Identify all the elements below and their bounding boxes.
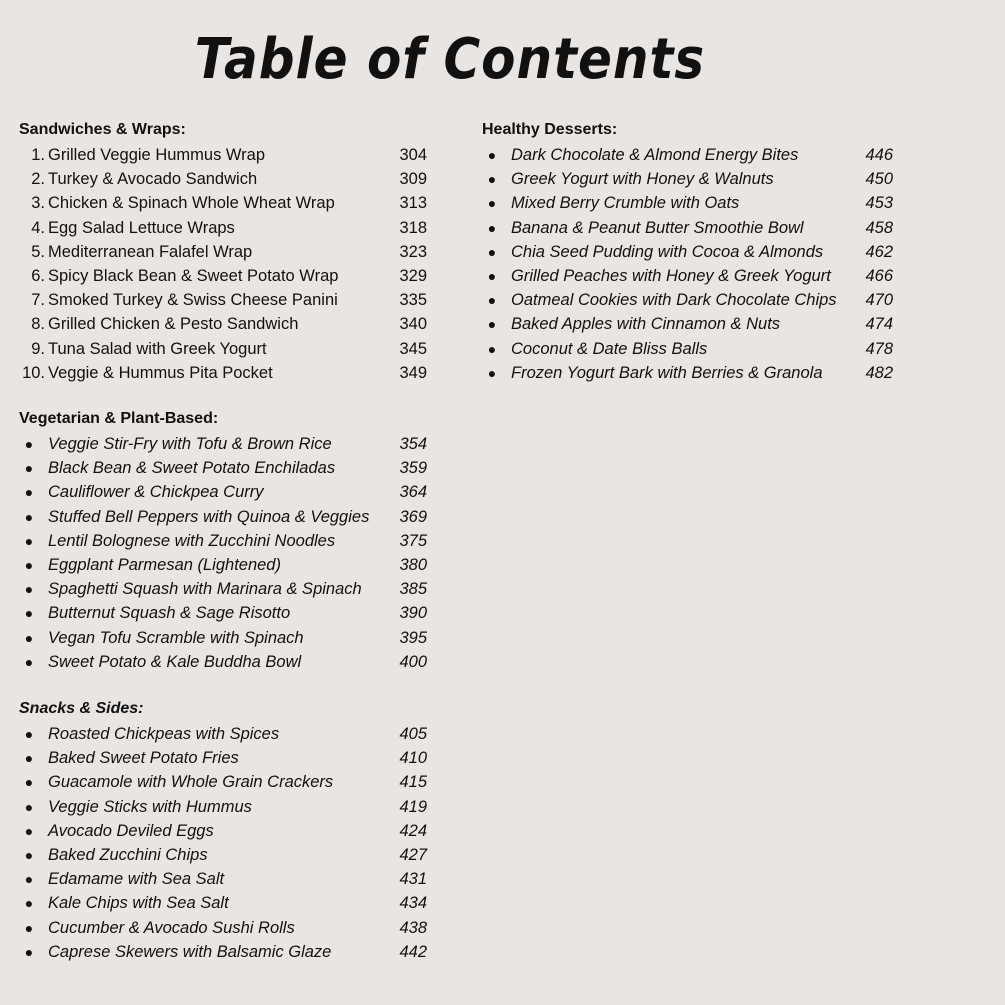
page-number: 434 [399,894,427,913]
toc-entry [19,167,439,191]
page-number: 359 [399,459,427,478]
entry-title: Grilled Veggie Hummus Wrap [48,146,266,164]
toc-entry [19,819,439,843]
entry-title: Greek Yogurt with Honey & Walnuts [511,170,774,189]
toc-entry [19,940,439,964]
toc-entry [19,577,439,601]
page-number: 462 [865,242,893,261]
toc-entry [19,795,439,819]
toc-entry [482,312,902,336]
toc-entry [482,361,902,385]
entry-title: Veggie Stir-Fry with Tofu & Brown Rice [48,435,332,453]
bullet-icon: ● [24,532,34,549]
page-number: 385 [399,580,427,599]
page-number: 369 [399,507,427,526]
bullet-icon: ● [24,581,34,598]
toc-entry [482,216,902,240]
page-number: 458 [865,218,893,237]
bullet-icon: ● [487,243,497,260]
toc-entry [19,337,439,361]
page-number: 329 [399,266,427,285]
page-number: 390 [399,604,427,623]
page-number: 354 [399,435,427,453]
toc-entry [19,867,439,891]
page-number: 313 [399,194,427,213]
entry-title: Baked Sweet Potato Fries [48,749,239,768]
page-number: 410 [399,749,427,768]
toc-entry [19,456,439,480]
page-number: 309 [399,170,427,189]
section-snacks-sides [19,697,439,964]
bullet-icon: ● [24,943,34,960]
page-number: 323 [399,242,427,261]
bullet-icon: ● [24,895,34,912]
page-number: 482 [865,363,893,382]
entry-title: Eggplant Parmesan (Lightened) [48,555,281,574]
item-number: 10. [22,363,45,382]
entry-title: Mixed Berry Crumble with Oats [511,194,740,213]
bulleted-list [482,143,902,385]
bullet-icon: ● [24,436,34,452]
toc-entry [19,432,439,456]
page-number: 340 [399,315,427,334]
section-title: Sandwiches & Wraps: [19,121,186,138]
toc-entry [19,601,439,625]
entry-title: Edamame with Sea Salt [48,870,225,889]
bullet-icon: ● [24,726,34,742]
bullet-icon: ● [24,460,34,477]
toc-entry [19,361,439,385]
toc-entry [482,191,902,215]
entry-title: Mediterranean Falafel Wrap [48,242,253,261]
item-number: 5. [31,242,45,261]
item-number: 2. [31,170,45,189]
bullet-icon: ● [24,484,34,501]
entry-title: Spaghetti Squash with Marinara & Spinach [48,580,362,599]
entry-title: Sweet Potato & Kale Buddha Bowl [48,652,302,671]
toc-entry [19,770,439,794]
bullet-icon: ● [24,846,34,863]
section-title: Vegetarian & Plant-Based: [19,410,219,427]
toc-entry [482,337,902,361]
toc-entry [482,167,902,191]
entry-title: Guacamole with Whole Grain Crackers [48,773,334,792]
entry-title: Chicken & Spinach Whole Wheat Wrap [48,194,335,213]
page-number: 345 [399,339,427,358]
entry-title: Stuffed Bell Peppers with Quinoa & Veggies [48,507,370,526]
entry-title: Frozen Yogurt Bark with Berries & Granola [511,363,823,382]
entry-title: Coconut & Date Bliss Balls [511,339,708,358]
bullet-icon: ● [487,267,497,284]
page-number: 364 [399,483,427,502]
page-number: 446 [865,146,893,164]
page-number: 478 [865,339,893,358]
entry-title: Black Bean & Sweet Potato Enchiladas [48,459,336,478]
page-number: 395 [399,628,427,647]
entry-title: Roasted Chickpeas with Spices [48,725,280,743]
bulleted-list [19,432,439,674]
entry-title: Kale Chips with Sea Salt [48,894,229,913]
page-number: 427 [399,845,427,864]
bullet-icon: ● [24,750,34,767]
page-number: 442 [399,942,427,961]
page-number: 450 [865,170,893,189]
page-number: 380 [399,555,427,574]
item-number: 7. [31,291,45,310]
page-number: 415 [399,773,427,792]
item-number: 6. [31,266,45,285]
bullet-icon: ● [487,147,497,163]
entry-title: Veggie Sticks with Hummus [48,797,252,816]
page-number: 335 [399,291,427,310]
entry-title: Caprese Skewers with Balsamic Glaze [48,942,332,961]
toc-entry [19,143,439,167]
entry-title: Veggie & Hummus Pita Pocket [48,363,273,382]
bullet-icon: ● [24,798,34,815]
entry-title: Smoked Turkey & Swiss Cheese Panini [48,291,338,310]
toc-entry [19,746,439,770]
toc-entry [19,722,439,746]
page-number: 349 [399,363,427,382]
bullet-icon: ● [24,653,34,670]
toc-entry [19,216,439,240]
page-number: 431 [399,870,427,889]
bullet-icon: ● [24,605,34,622]
entry-title: Baked Zucchini Chips [48,845,208,864]
item-number: 3. [31,194,45,213]
page-title: Table of Contents [194,26,706,92]
bullet-icon: ● [24,556,34,573]
item-number: 8. [31,315,45,334]
page-number: 400 [399,652,427,671]
page-number: 318 [399,218,427,237]
toc-entry [482,240,902,264]
page-number: 405 [399,725,427,743]
entry-title: Dark Chocolate & Almond Energy Bites [511,146,799,164]
bullet-icon: ● [487,340,497,357]
page-number: 438 [399,918,427,937]
item-number: 9. [31,339,45,358]
toc-entry [19,312,439,336]
bullet-icon: ● [487,195,497,212]
bullet-icon: ● [487,292,497,309]
entry-title: Cauliflower & Chickpea Curry [48,483,264,502]
bullet-icon: ● [24,919,34,936]
item-number: 4. [31,218,45,237]
bullet-icon: ● [487,219,497,236]
entry-title: Avocado Deviled Eggs [48,821,214,840]
toc-entry [19,480,439,504]
bullet-icon: ● [487,364,497,381]
section-healthy-desserts [482,118,902,385]
entry-title: Grilled Chicken & Pesto Sandwich [48,315,299,334]
page-number: 375 [399,531,427,550]
entry-title: Butternut Squash & Sage Risotto [48,604,291,623]
toc-entry [19,843,439,867]
toc-entry [19,916,439,940]
toc-entry [19,264,439,288]
bullet-icon: ● [487,316,497,333]
page-number: 304 [399,146,427,164]
item-number: 1. [31,146,45,164]
page-number: 453 [865,194,893,213]
section-sandwiches-wraps [19,118,439,385]
toc-entry [19,626,439,650]
toc-entry [19,191,439,215]
page-number: 419 [399,797,427,816]
entry-title: Grilled Peaches with Honey & Greek Yogurt [511,266,831,285]
bullet-icon: ● [24,822,34,839]
page-number: 470 [865,291,893,310]
toc-entry [19,553,439,577]
bullet-icon: ● [24,774,34,791]
toc-entry [19,505,439,529]
toc-entry [19,891,439,915]
entry-title: Chia Seed Pudding with Cocoa & Almonds [511,242,824,261]
bullet-icon: ● [24,508,34,525]
entry-title: Baked Apples with Cinnamon & Nuts [511,315,781,334]
page-number: 466 [865,266,893,285]
section-vegetarian-plant-based [19,407,439,674]
entry-title: Egg Salad Lettuce Wraps [48,218,235,237]
entry-title: Turkey & Avocado Sandwich [48,170,258,189]
bulleted-list [19,722,439,964]
toc-entry [482,288,902,312]
entry-title: Tuna Salad with Greek Yogurt [48,339,267,358]
toc-entry [19,288,439,312]
entry-title: Lentil Bolognese with Zucchini Noodles [48,531,336,550]
entry-title: Vegan Tofu Scramble with Spinach [48,628,304,647]
section-title: Healthy Desserts: [482,121,618,138]
page-number: 474 [865,315,893,334]
section-title: Snacks & Sides: [19,700,144,717]
toc-entry [482,143,902,167]
toc-entry [19,240,439,264]
entry-title: Oatmeal Cookies with Dark Chocolate Chips [511,291,837,310]
toc-entry [19,650,439,674]
numbered-list [19,143,439,385]
entry-title: Spicy Black Bean & Sweet Potato Wrap [48,266,339,285]
bullet-icon: ● [487,171,497,188]
bullet-icon: ● [24,629,34,646]
entry-title: Banana & Peanut Butter Smoothie Bowl [511,218,804,237]
toc-entry [19,529,439,553]
toc-entry [482,264,902,288]
bullet-icon: ● [24,871,34,888]
entry-title: Cucumber & Avocado Sushi Rolls [48,918,295,937]
page-number: 424 [399,821,427,840]
